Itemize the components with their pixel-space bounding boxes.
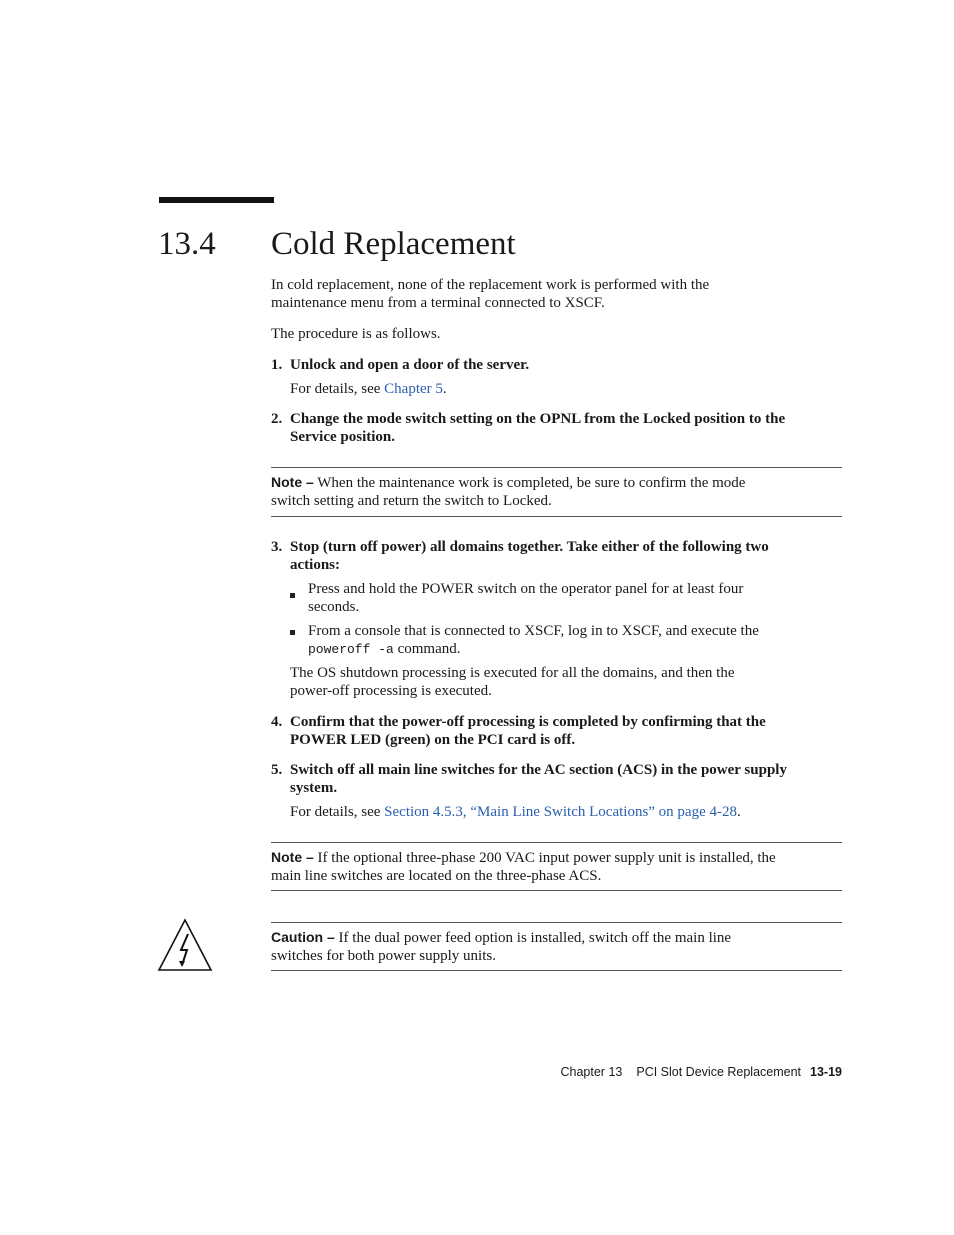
footer-chapter: Chapter 13	[560, 1065, 623, 1079]
note-1-top-rule	[271, 467, 842, 468]
poweroff-command: poweroff -a	[308, 642, 394, 657]
footer-page-number: 13-19	[810, 1065, 842, 1079]
chapter-5-link[interactable]: Chapter 5	[384, 381, 443, 397]
note-2: Note – If the optional three-phase 200 VAC input power supply unit is installed, the main line switches are located on the three-phase ACS.	[271, 849, 776, 884]
page-footer	[420, 1064, 842, 1080]
note-1-label: Note –	[271, 474, 314, 490]
step-1-text: Unlock and open a door of the server.	[290, 357, 530, 373]
section-number: 13.4	[158, 226, 216, 262]
intro-paragraph: In cold replacement, none of the replacement work is performed with the maintenance menu from a terminal connected to XSCF.	[271, 277, 710, 311]
step-2-number: 2.	[271, 411, 283, 427]
note-1-bottom-rule	[271, 516, 842, 517]
step-1-number: 1.	[271, 357, 283, 373]
note-1: Note – When the maintenance work is completed, be sure to confirm the mode switch setting and return the switch to Locked.	[271, 474, 746, 509]
bullet-2-text: From a console that is connected to XSCF, log in to XSCF, and execute the poweroff -a command.	[308, 623, 759, 657]
step-3-number: 3.	[271, 539, 283, 555]
note-2-top-rule	[271, 842, 842, 843]
step-5-number: 5.	[271, 762, 283, 778]
note-2-label: Note –	[271, 849, 314, 865]
bullet-1-text: Press and hold the POWER switch on the operator panel for at least four seconds.	[308, 581, 744, 615]
step-5-detail: For details, see Section 4.5.3, “Main Line Switch Locations” on page 4-28.	[290, 804, 741, 820]
caution-bottom-rule	[271, 970, 842, 971]
caution: Caution – If the dual power feed option is installed, switch off the main line switches for both power supply units.	[271, 929, 732, 964]
note-2-bottom-rule	[271, 890, 842, 891]
caution-top-rule	[271, 922, 842, 923]
step-5-text: Switch off all main line switches for the AC section (ACS) in the power supply system.	[290, 762, 787, 796]
caution-label: Caution –	[271, 929, 335, 945]
procedure-intro: The procedure is as follows.	[271, 326, 441, 342]
section-rule	[159, 197, 274, 203]
section-title: Cold Replacement	[271, 226, 516, 262]
step-4-number: 4.	[271, 714, 283, 730]
step-1-detail: For details, see Chapter 5.	[290, 381, 447, 397]
footer-chapter-title: PCI Slot Device Replacement	[636, 1065, 802, 1079]
step-3-result: The OS shutdown processing is executed for all the domains, and then the power-off processing is executed.	[290, 665, 735, 699]
step-3-text: Stop (turn off power) all domains together. Take either of the following two actions:	[290, 539, 769, 573]
step-2-text: Change the mode switch setting on the OPNL from the Locked position to the Service position.	[290, 411, 786, 445]
bullet-2-marker	[290, 630, 295, 635]
bullet-1-marker	[290, 593, 295, 598]
electrical-hazard-icon	[157, 917, 213, 973]
step-4-text: Confirm that the power-off processing is completed by confirming that the POWER LED (green) on the PCI card is off.	[290, 714, 766, 748]
section-4-5-3-link[interactable]: Section 4.5.3, “Main Line Switch Locations” on page 4-28	[384, 804, 737, 820]
